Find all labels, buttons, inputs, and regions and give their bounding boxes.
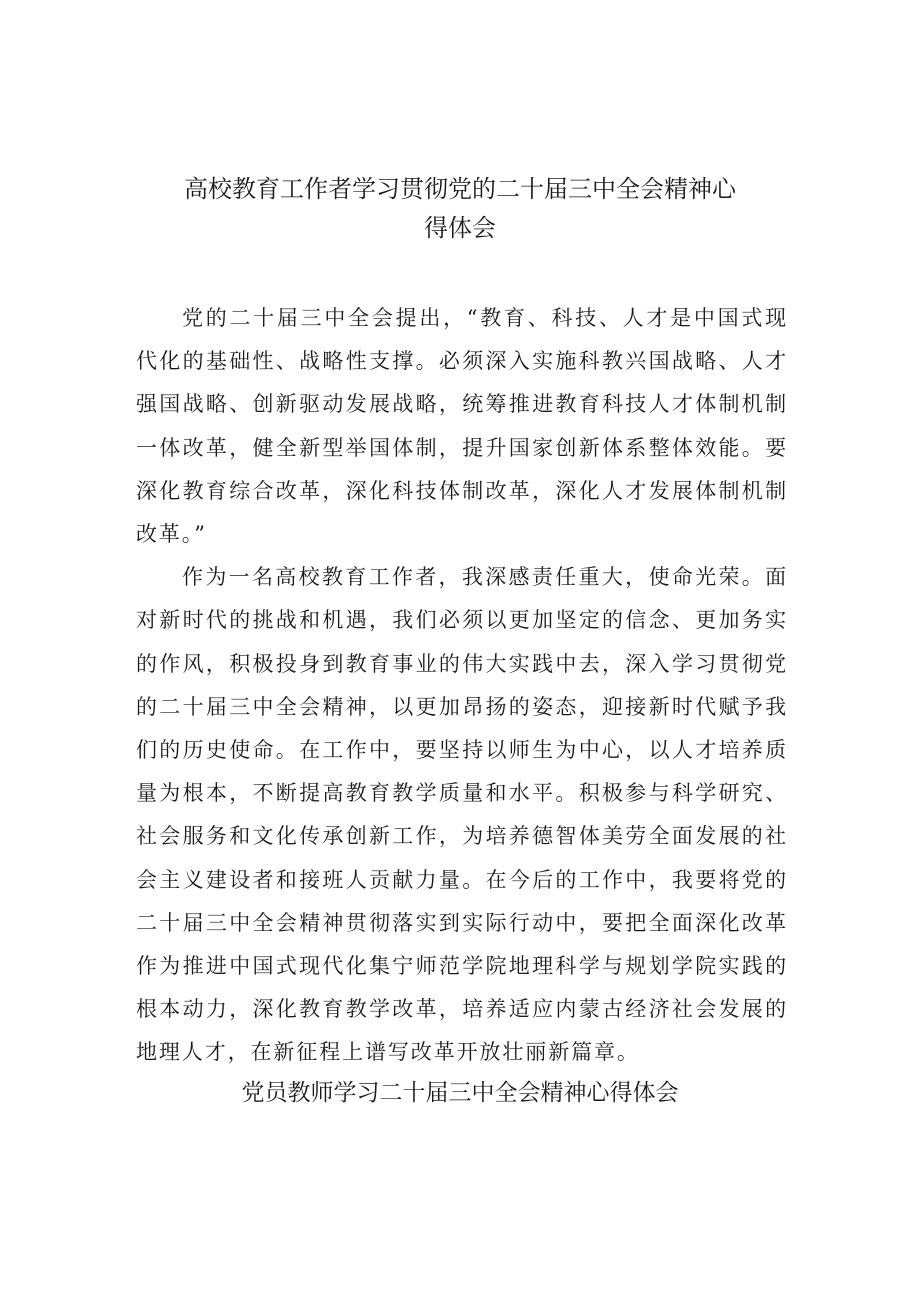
document-title-line-2: 得体会 [424,214,496,242]
document-body [136,297,788,1075]
document-title-line-1: 高校教育工作者学习贯彻党的二十届三中全会精神心 [184,175,736,203]
next-article-title: 党员教师学习二十届三中全会精神心得体会 [241,1080,679,1106]
paragraph-1: 党的二十届三中全会提出，“教育、科技、人才是中国式现代化的基础性、战略性支撑。必须深入实施科教兴国战略、人才强国战略、创新驱动发展战略，统筹推进教育科技人才体制机制一体改革，健全新型举国体制，提升国家创新体系整体效能。要深化教育综合改革，深化科技体制改革，深化人才发展体制机制改革。” [136,306,788,547]
paragraph-2: 作为一名高校教育工作者，我深感责任重大，使命光荣。面对新时代的挑战和机遇，我们必须以更加坚定的信念、更加务实的作风，积极投身到教育事业的伟大实践中去，深入学习贯彻党的二十届三中全会精神，以更加昂扬的姿态，迎接新时代赋予我们的历史使命。在工作中，要坚持以师生为中心，以人才培养质量为根本，不断提高教育教学质量和水平。积极参与科学研究、社会服务和文化传承创新工作，为培养德智体美劳全面发展的社会主义建设者和接班人贡献力量。在今后的工作中，我要将党的二十届三中全会精神贯彻落实到实际行动中，要把全面深化改革作为推进中国式现代化集宁师范学院地理科学与规划学院实践的根本动力，深化教育教学改革，培养适应内蒙古经济社会发展的地理人才，在新征程上谱写改革开放壮丽新篇章。 [136,565,788,1065]
